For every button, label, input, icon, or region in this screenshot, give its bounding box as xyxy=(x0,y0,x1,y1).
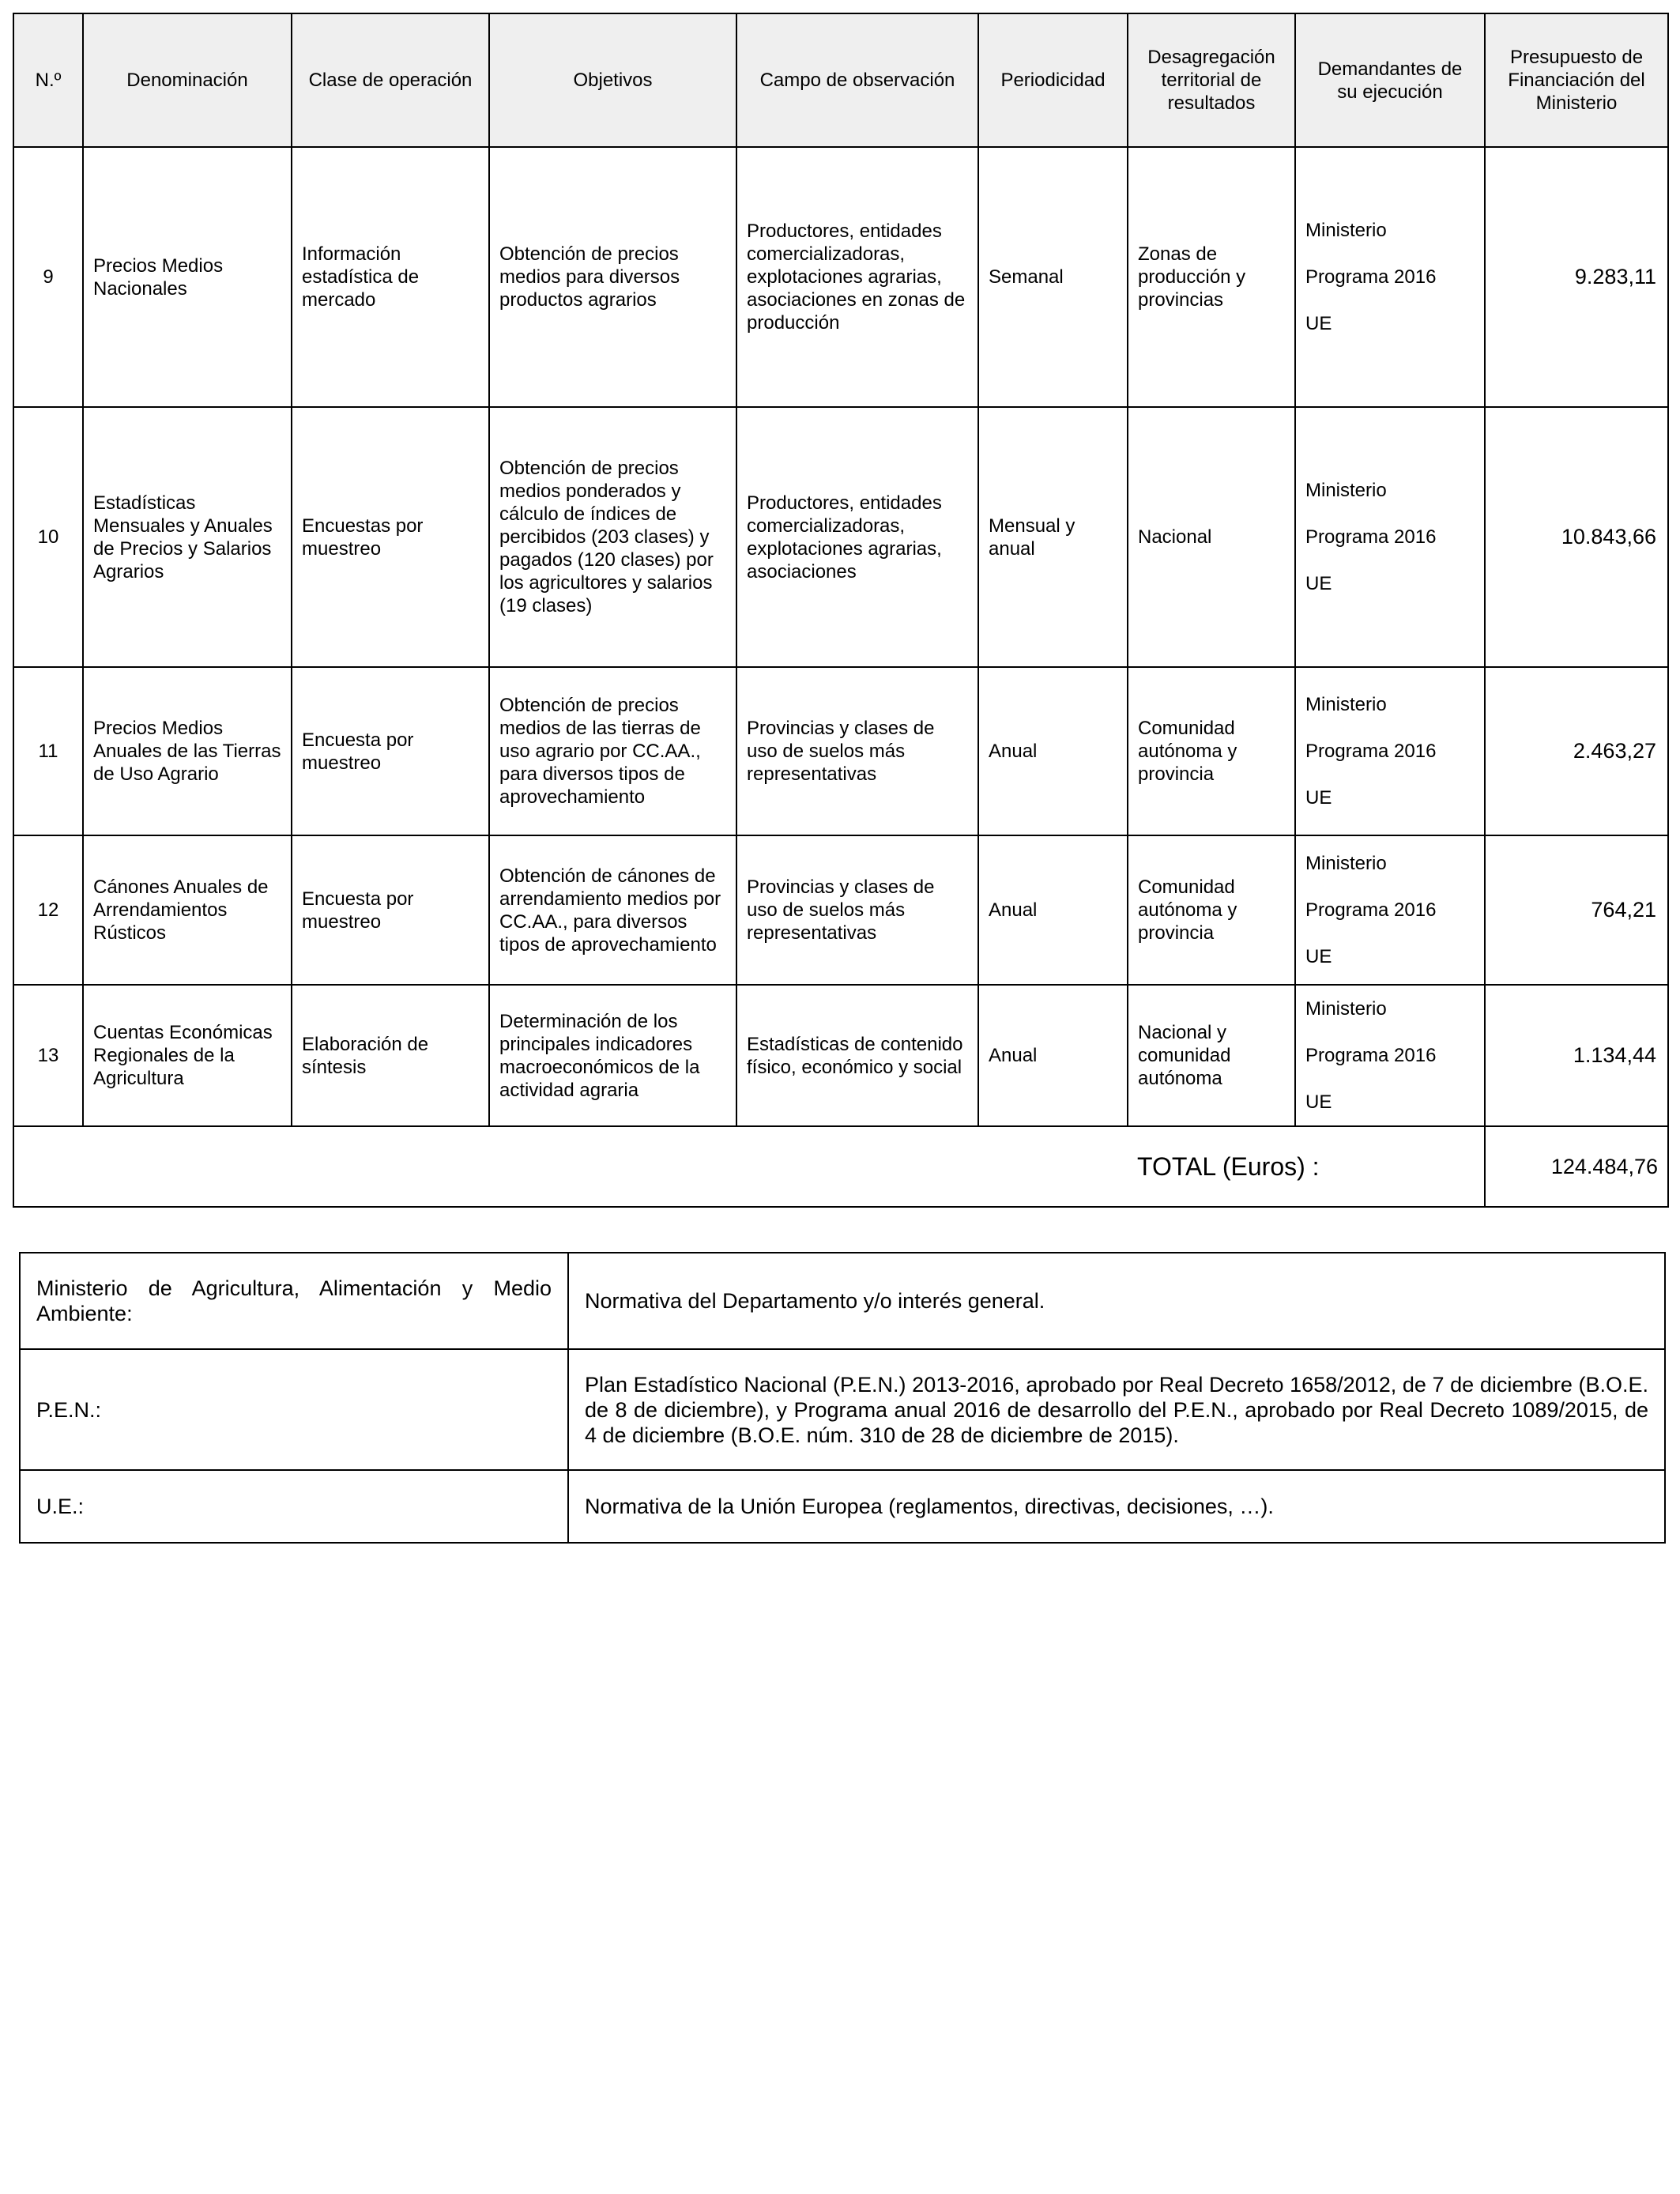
row-demandantes xyxy=(1295,407,1485,667)
row-demandantes xyxy=(1295,147,1485,407)
row-campo: Provincias y clases de uso de suelos más representativas xyxy=(736,835,978,985)
demandante-ministerio: Ministerio xyxy=(1305,220,1387,241)
demandante-ue: UE xyxy=(1305,573,1332,594)
row-desagregacion: Zonas de producción y provincias xyxy=(1128,147,1295,407)
row-periodicidad: Anual xyxy=(978,667,1128,835)
row-num: 13 xyxy=(13,985,83,1126)
row-denominacion: Precios Medios Anuales de las Tierras de Uso Agrario xyxy=(83,667,292,835)
total-label: TOTAL (Euros) : xyxy=(1128,1126,1485,1207)
table-header-row xyxy=(13,13,1668,147)
table-row xyxy=(13,407,1668,667)
row-denominacion: Cánones Anuales de Arrendamientos Rústicos xyxy=(83,835,292,985)
row-objetivos: Obtención de precios medios ponderados y cálculo de índices de percibidos (203 clases) y pagados (120 clases) por los agricultores y salarios (19 clases) xyxy=(489,407,736,667)
row-desagregacion: Comunidad autónoma y provincia xyxy=(1128,667,1295,835)
demandante-programa: Programa 2016 xyxy=(1305,266,1437,288)
header-presupuesto: Presupuesto de Financiación del Ministerio xyxy=(1485,13,1668,147)
row-denominacion: Precios Medios Nacionales xyxy=(83,147,292,407)
row-campo: Provincias y clases de uso de suelos más representativas xyxy=(736,667,978,835)
demandante-ue: UE xyxy=(1305,1091,1332,1113)
row-periodicidad: Semanal xyxy=(978,147,1128,407)
row-objetivos: Obtención de cánones de arrendamiento medios por CC.AA., para diversos tipos de aprovechamiento xyxy=(489,835,736,985)
table-row xyxy=(13,667,1668,835)
note-term: P.E.N.: xyxy=(20,1349,568,1470)
demandante-ministerio: Ministerio xyxy=(1305,998,1387,1020)
table-row xyxy=(13,985,1668,1126)
row-presupuesto: 1.134,44 xyxy=(1485,985,1668,1126)
table-row xyxy=(13,147,1668,407)
demandante-ue: UE xyxy=(1305,787,1332,809)
row-presupuesto: 9.283,11 xyxy=(1485,147,1668,407)
demandante-ministerio: Ministerio xyxy=(1305,853,1387,874)
row-campo: Productores, entidades comercializadoras, explotaciones agrarias, asociaciones xyxy=(736,407,978,667)
row-num: 11 xyxy=(13,667,83,835)
header-clase: Clase de operación xyxy=(292,13,489,147)
note-row xyxy=(20,1253,1665,1349)
row-desagregacion: Comunidad autónoma y provincia xyxy=(1128,835,1295,985)
note-row xyxy=(20,1349,1665,1470)
note-row xyxy=(20,1470,1665,1543)
header-desagregacion: Desagregación territorial de resultados xyxy=(1128,13,1295,147)
row-objetivos: Obtención de precios medios de las tierras de uso agrario por CC.AA., para diversos tipos de aprovechamiento xyxy=(489,667,736,835)
row-num: 12 xyxy=(13,835,83,985)
row-desagregacion: Nacional xyxy=(1128,407,1295,667)
row-presupuesto: 2.463,27 xyxy=(1485,667,1668,835)
header-campo: Campo de observación xyxy=(736,13,978,147)
header-num: N.º xyxy=(13,13,83,147)
demandante-ministerio: Ministerio xyxy=(1305,480,1387,501)
demandante-programa: Programa 2016 xyxy=(1305,1045,1437,1066)
row-presupuesto: 764,21 xyxy=(1485,835,1668,985)
demandante-programa: Programa 2016 xyxy=(1305,526,1437,548)
row-periodicidad: Mensual y anual xyxy=(978,407,1128,667)
note-definition: Normativa de la Unión Europea (reglamentos, directivas, decisiones, …). xyxy=(568,1470,1665,1543)
demandante-ue: UE xyxy=(1305,313,1332,334)
row-demandantes xyxy=(1295,835,1485,985)
row-campo: Estadísticas de contenido físico, económico y social xyxy=(736,985,978,1126)
row-periodicidad: Anual xyxy=(978,985,1128,1126)
row-clase: Elaboración de síntesis xyxy=(292,985,489,1126)
header-demandantes: Demandantes de su ejecución xyxy=(1295,13,1485,147)
demandante-programa: Programa 2016 xyxy=(1305,899,1437,921)
notes-table xyxy=(19,1252,1666,1544)
total-row xyxy=(13,1126,1668,1207)
demandante-ministerio: Ministerio xyxy=(1305,694,1387,715)
row-clase: Encuesta por muestreo xyxy=(292,835,489,985)
header-objetivos: Objetivos xyxy=(489,13,736,147)
row-demandantes xyxy=(1295,985,1485,1126)
note-definition: Normativa del Departamento y/o interés general. xyxy=(568,1253,1665,1349)
table-row xyxy=(13,835,1668,985)
row-clase: Información estadística de mercado xyxy=(292,147,489,407)
row-num: 10 xyxy=(13,407,83,667)
row-presupuesto: 10.843,66 xyxy=(1485,407,1668,667)
row-demandantes xyxy=(1295,667,1485,835)
row-periodicidad: Anual xyxy=(978,835,1128,985)
row-denominacion: Estadísticas Mensuales y Anuales de Precios y Salarios Agrarios xyxy=(83,407,292,667)
row-clase: Encuesta por muestreo xyxy=(292,667,489,835)
row-campo: Productores, entidades comercializadoras, explotaciones agrarias, asociaciones en zonas de producción xyxy=(736,147,978,407)
row-desagregacion: Nacional y comunidad autónoma xyxy=(1128,985,1295,1126)
header-denominacion: Denominación xyxy=(83,13,292,147)
note-definition: Plan Estadístico Nacional (P.E.N.) 2013-2016, aprobado por Real Decreto 1658/2012, de 7 de diciembre (B.O.E. de 8 de diciembre), y Programa anual 2016 de desarrollo del P.E.N., aprobado por Real Decreto 1089/2015, de 4 de diciembre (B.O.E. núm. 310 de 28 de diciembre de 2015). xyxy=(568,1349,1665,1470)
row-objetivos: Determinación de los principales indicadores macroeconómicos de la actividad agraria xyxy=(489,985,736,1126)
total-value: 124.484,76 xyxy=(1485,1126,1668,1207)
row-clase: Encuestas por muestreo xyxy=(292,407,489,667)
header-periodicidad: Periodicidad xyxy=(978,13,1128,147)
note-term: Ministerio de Agricultura, Alimentación y Medio Ambiente: xyxy=(20,1253,568,1349)
note-term: U.E.: xyxy=(20,1470,568,1543)
row-denominacion: Cuentas Económicas Regionales de la Agricultura xyxy=(83,985,292,1126)
demandante-programa: Programa 2016 xyxy=(1305,741,1437,762)
operations-table xyxy=(13,13,1669,1208)
row-num: 9 xyxy=(13,147,83,407)
demandante-ue: UE xyxy=(1305,946,1332,967)
total-spacer xyxy=(13,1126,1128,1207)
row-objetivos: Obtención de precios medios para diversos productos agrarios xyxy=(489,147,736,407)
